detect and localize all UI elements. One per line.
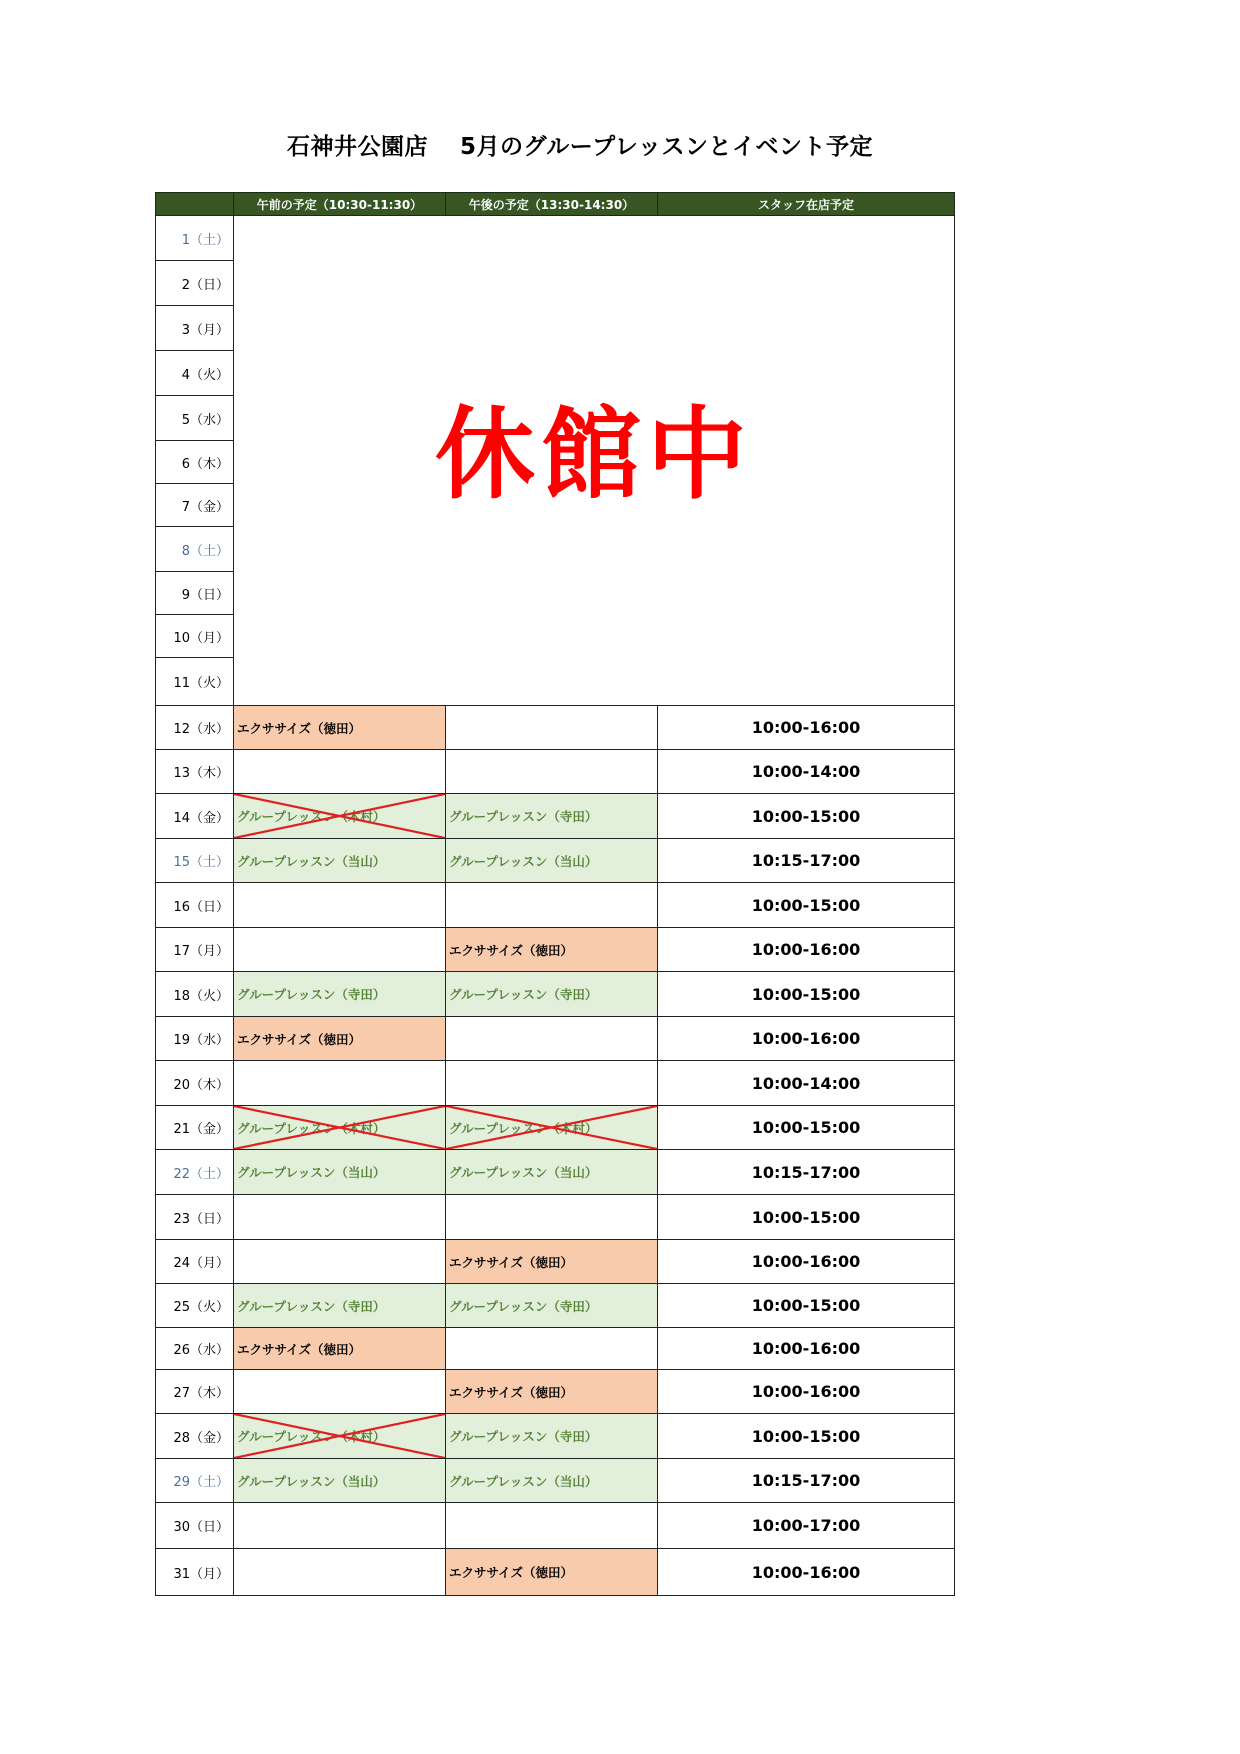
staff-hours: 10:00-16:00 bbox=[658, 1549, 955, 1596]
date-cell: 4（火） bbox=[155, 351, 234, 396]
afternoon-slot bbox=[446, 1240, 658, 1284]
page-title: 石神井公園店 5月のグループレッスンとイベント予定 bbox=[286, 134, 874, 160]
date-cell: 13（木） bbox=[155, 750, 234, 794]
staff-hours: 10:00-16:00 bbox=[658, 928, 955, 972]
cancel-cross-icon bbox=[446, 1106, 657, 1149]
morning-slot-cancelled bbox=[234, 1414, 446, 1459]
date-cell: 29（土） bbox=[155, 1459, 234, 1503]
date-cell: 23（日） bbox=[155, 1195, 234, 1240]
date-cell: 19（水） bbox=[155, 1017, 234, 1061]
afternoon-slot bbox=[446, 1150, 658, 1195]
cancel-cross-icon bbox=[234, 794, 445, 838]
event-label: グループレッスン（当山） bbox=[449, 1165, 598, 1180]
event-label: グループレッスン（寺田） bbox=[237, 987, 386, 1002]
afternoon-slot bbox=[446, 1549, 658, 1596]
afternoon-slot bbox=[446, 1370, 658, 1414]
morning-slot bbox=[234, 1370, 446, 1414]
date-cell: 22（土） bbox=[155, 1150, 234, 1195]
closed-block bbox=[234, 216, 955, 706]
event-label: エクササイズ（徳田） bbox=[449, 1254, 574, 1270]
date-cell: 12（水） bbox=[155, 706, 234, 750]
event-label: グループレッスン（木村） bbox=[237, 1429, 386, 1444]
date-cell: 1（土） bbox=[155, 216, 234, 261]
staff-hours: 10:00-15:00 bbox=[658, 1195, 955, 1240]
staff-hours: 10:00-15:00 bbox=[658, 1414, 955, 1459]
date-cell: 31（月） bbox=[155, 1549, 234, 1596]
event-label: エクササイズ（徳田） bbox=[237, 720, 362, 736]
afternoon-slot bbox=[446, 883, 658, 928]
event-label: グループレッスン（当山） bbox=[449, 853, 598, 869]
staff-hours: 10:00-17:00 bbox=[658, 1503, 955, 1549]
event-label: エクササイズ（徳田） bbox=[237, 1341, 362, 1357]
event-label: グループレッスン（木村） bbox=[449, 1120, 598, 1136]
date-cell: 27（木） bbox=[155, 1370, 234, 1414]
morning-slot bbox=[234, 1195, 446, 1240]
date-cell: 7（金） bbox=[155, 484, 234, 527]
afternoon-slot bbox=[446, 1195, 658, 1240]
staff-hours: 10:15-17:00 bbox=[658, 1459, 955, 1503]
afternoon-slot bbox=[446, 750, 658, 794]
event-label: エクササイズ（徳田） bbox=[449, 942, 574, 958]
event-label: グループレッスン（当山） bbox=[237, 1165, 386, 1180]
morning-slot bbox=[234, 1549, 446, 1596]
staff-hours: 10:00-16:00 bbox=[658, 1328, 955, 1370]
date-cell: 9（日） bbox=[155, 572, 234, 615]
staff-hours: 10:00-15:00 bbox=[658, 1284, 955, 1328]
date-cell: 26（水） bbox=[155, 1328, 234, 1370]
afternoon-slot-cancelled bbox=[446, 1106, 658, 1150]
staff-hours: 10:00-16:00 bbox=[658, 1017, 955, 1061]
morning-slot bbox=[234, 1328, 446, 1370]
event-label: グループレッスン（当山） bbox=[237, 1473, 386, 1489]
afternoon-slot bbox=[446, 839, 658, 883]
afternoon-slot bbox=[446, 1328, 658, 1370]
date-cell: 3（月） bbox=[155, 306, 234, 351]
date-cell: 8（土） bbox=[155, 527, 234, 572]
morning-slot bbox=[234, 1061, 446, 1106]
morning-slot bbox=[234, 972, 446, 1017]
header-morning: 午前の予定（10:30-11:30） bbox=[234, 192, 446, 216]
staff-hours: 10:15-17:00 bbox=[658, 1150, 955, 1195]
event-label: エクササイズ（徳田） bbox=[449, 1565, 574, 1580]
date-cell: 5（水） bbox=[155, 396, 234, 441]
header-afternoon: 午後の予定（13:30-14:30） bbox=[446, 192, 658, 216]
afternoon-slot bbox=[446, 1017, 658, 1061]
morning-slot bbox=[234, 1240, 446, 1284]
date-cell: 17（月） bbox=[155, 928, 234, 972]
event-label: グループレッスン（寺田） bbox=[449, 1429, 598, 1444]
morning-slot-cancelled bbox=[234, 1106, 446, 1150]
date-cell: 6（木） bbox=[155, 441, 234, 484]
morning-slot bbox=[234, 750, 446, 794]
date-cell: 21（金） bbox=[155, 1106, 234, 1150]
event-label: グループレッスン（木村） bbox=[237, 1120, 386, 1136]
date-cell: 11（火） bbox=[155, 658, 234, 706]
date-cell: 25（火） bbox=[155, 1284, 234, 1328]
staff-hours: 10:00-15:00 bbox=[658, 883, 955, 928]
date-cell: 14（金） bbox=[155, 794, 234, 839]
event-label: エクササイズ（徳田） bbox=[237, 1031, 362, 1047]
staff-hours: 10:15-17:00 bbox=[658, 839, 955, 883]
header-staff: スタッフ在店予定 bbox=[658, 192, 955, 216]
event-label: エクササイズ（徳田） bbox=[449, 1384, 574, 1400]
date-cell: 16（日） bbox=[155, 883, 234, 928]
event-label: グループレッスン（寺田） bbox=[449, 1298, 598, 1314]
morning-slot bbox=[234, 1459, 446, 1503]
staff-hours: 10:00-16:00 bbox=[658, 1240, 955, 1284]
date-cell: 28（金） bbox=[155, 1414, 234, 1459]
morning-slot bbox=[234, 1284, 446, 1328]
schedule-table bbox=[155, 192, 955, 1584]
header-corner bbox=[155, 192, 234, 216]
afternoon-slot bbox=[446, 1503, 658, 1549]
event-label: グループレッスン（寺田） bbox=[449, 987, 598, 1002]
morning-slot-cancelled bbox=[234, 794, 446, 839]
cancel-cross-icon bbox=[234, 1414, 445, 1458]
event-label: グループレッスン（当山） bbox=[449, 1473, 598, 1489]
afternoon-slot bbox=[446, 1284, 658, 1328]
afternoon-slot bbox=[446, 928, 658, 972]
morning-slot bbox=[234, 1503, 446, 1549]
date-cell: 20（木） bbox=[155, 1061, 234, 1106]
event-label: グループレッスン（当山） bbox=[237, 853, 386, 869]
morning-slot bbox=[234, 706, 446, 750]
morning-slot bbox=[234, 839, 446, 883]
staff-hours: 10:00-14:00 bbox=[658, 750, 955, 794]
event-label: グループレッスン（寺田） bbox=[449, 809, 598, 824]
staff-hours: 10:00-15:00 bbox=[658, 972, 955, 1017]
morning-slot bbox=[234, 1150, 446, 1195]
date-cell: 2（日） bbox=[155, 261, 234, 306]
cancel-cross-icon bbox=[234, 1106, 445, 1149]
staff-hours: 10:00-14:00 bbox=[658, 1061, 955, 1106]
event-label: グループレッスン（木村） bbox=[237, 809, 386, 824]
afternoon-slot bbox=[446, 706, 658, 750]
staff-hours: 10:00-15:00 bbox=[658, 794, 955, 839]
afternoon-slot bbox=[446, 972, 658, 1017]
date-cell: 15（土） bbox=[155, 839, 234, 883]
staff-hours: 10:00-16:00 bbox=[658, 706, 955, 750]
date-cell: 30（日） bbox=[155, 1503, 234, 1549]
morning-slot bbox=[234, 1017, 446, 1061]
morning-slot bbox=[234, 928, 446, 972]
event-label: グループレッスン（寺田） bbox=[237, 1298, 386, 1314]
date-cell: 18（火） bbox=[155, 972, 234, 1017]
afternoon-slot bbox=[446, 794, 658, 839]
staff-hours: 10:00-15:00 bbox=[658, 1106, 955, 1150]
afternoon-slot bbox=[446, 1459, 658, 1503]
date-cell: 10（月） bbox=[155, 615, 234, 658]
staff-hours: 10:00-16:00 bbox=[658, 1370, 955, 1414]
morning-slot bbox=[234, 883, 446, 928]
afternoon-slot bbox=[446, 1061, 658, 1106]
closed-label: 休館中 bbox=[435, 395, 753, 513]
date-cell: 24（月） bbox=[155, 1240, 234, 1284]
afternoon-slot bbox=[446, 1414, 658, 1459]
